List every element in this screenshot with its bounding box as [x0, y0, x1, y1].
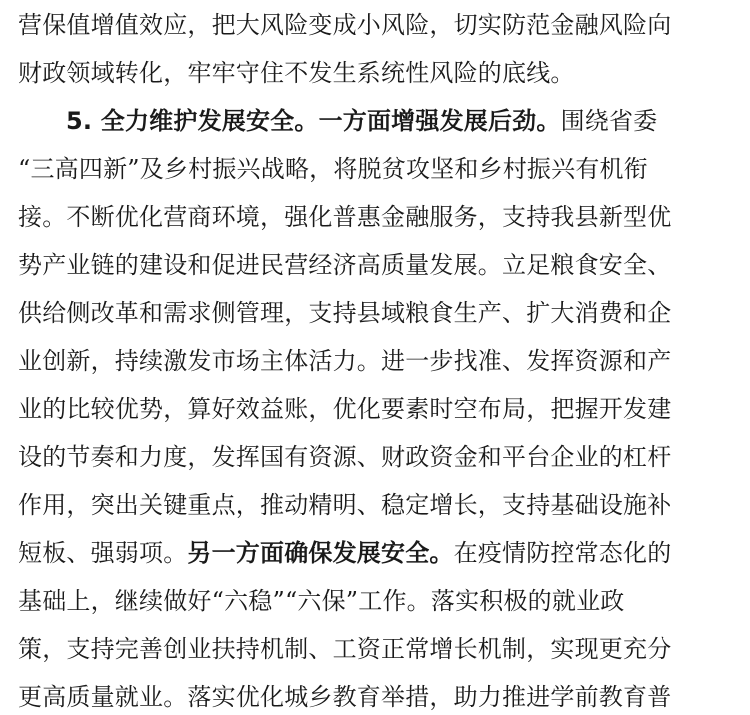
text-segment: 接。不断优化营商环境，强化普惠金融服务，支持我县新型优 [18, 203, 672, 231]
text-segment: “三高四新”及乡村振兴战略，将脱贫攻坚和乡村振兴有机衔 [18, 155, 648, 183]
text-line [18, 247, 732, 283]
section-heading: 5. 全力维护发展安全。一方面增强发展后劲。 [66, 107, 561, 135]
text-segment: 业的比较优势，算好效益账，优化要素时空布局，把握开发建 [18, 395, 672, 423]
text-line [18, 151, 732, 187]
text-segment: 围绕省委 [560, 107, 658, 135]
text-line [18, 199, 732, 235]
section-heading-line [66, 103, 732, 139]
subsection-heading: 另一方面确保发展安全。 [187, 539, 454, 567]
text-line [18, 583, 732, 619]
text-segment: 在疫情防控常态化的 [453, 539, 672, 567]
text-line [18, 679, 732, 715]
text-segment: 作用，突出关键重点，推动精明、稳定增长，支持基础设施补 [18, 491, 672, 519]
text-segment: 势产业链的建设和促进民营经济高质量发展。立足粮食安全、 [18, 251, 672, 279]
text-segment: 短板、强弱项。 [18, 539, 188, 567]
text-segment: 供给侧改革和需求侧管理，支持县域粮食生产、扩大消费和企 [18, 299, 672, 327]
text-line [18, 295, 732, 331]
text-line [18, 487, 732, 523]
text-line [18, 343, 732, 379]
text-segment: 基础上，继续做好“六稳”“六保”工作。落实积极的就业政 [18, 587, 625, 615]
text-line [18, 439, 732, 475]
text-line [18, 535, 732, 571]
text-segment: 营保值增值效应，把大风险变成小风险，切实防范金融风险向 [18, 11, 672, 39]
text-line [18, 55, 732, 91]
text-line [18, 7, 732, 43]
text-line [18, 631, 732, 667]
text-segment: 策，支持完善创业扶持机制、工资正常增长机制，实现更充分 [18, 635, 672, 663]
text-line [18, 391, 732, 427]
text-segment: 业创新，持续激发市场主体活力。进一步找准、发挥资源和产 [18, 347, 672, 375]
text-segment: 设的节奏和力度，发挥国有资源、财政资金和平台企业的杠杆 [18, 443, 672, 471]
text-segment: 更高质量就业。落实优化城乡教育举措，助力推进学前教育普 [18, 683, 672, 711]
text-segment: 财政领域转化，牢牢守住不发生系统性风险的底线。 [18, 59, 575, 87]
